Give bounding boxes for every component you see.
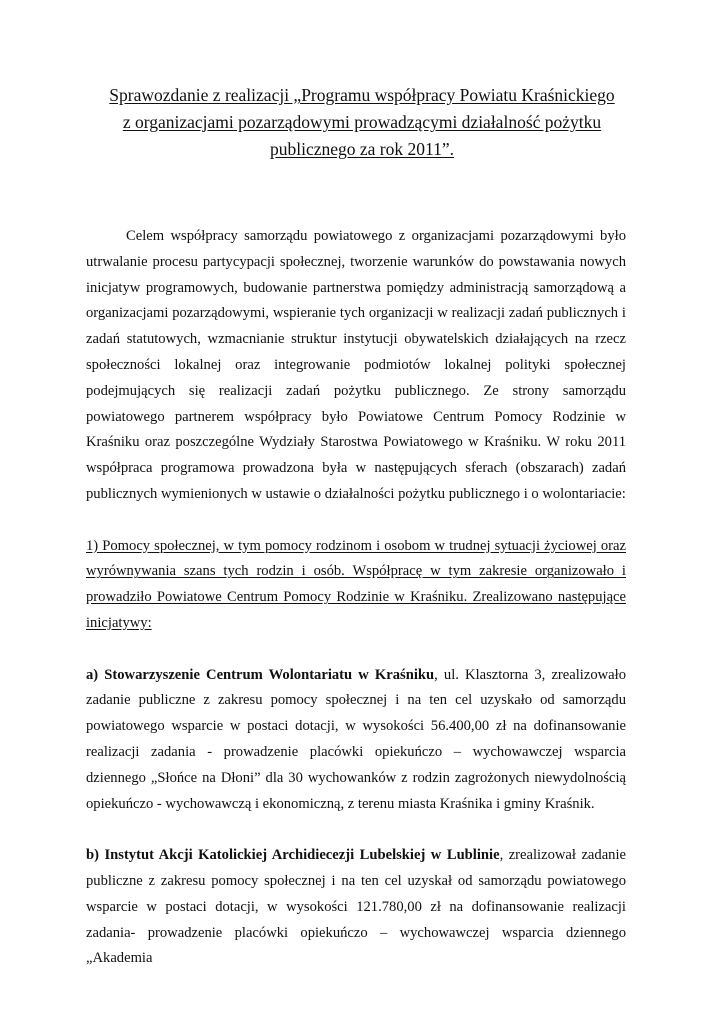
item-a-organization: a) Stowarzyszenie Centrum Wolontariatu w Kraśniku — [86, 666, 435, 683]
item-b-organization: b) Instytut Akcji Katolickiej Archidiecezji Lubelskiej w Lublinie — [86, 847, 500, 864]
item-b-paragraph — [86, 843, 626, 972]
section-1-paragraph — [86, 534, 626, 637]
title-line-3: publicznego za rok 2011”. — [269, 139, 454, 159]
item-b-text: , zrealizował zadanie publiczne z zakresu pomocy społecznej i na ten cel uzyskał od samorządu powiatowego wsparcie w postaci dotacji, w wysokości 121.780,00 zł na dofinansowanie realizacji zadania- prowadzenie placówki opiekuńczo – wychowawczej wsparcia dziennego „Akademia — [86, 847, 626, 967]
title-line-2: z organizacjami pozarządowymi prowadzącymi działalność pożytku — [122, 112, 602, 132]
document-body — [86, 224, 626, 972]
item-a-text: , ul. Klasztorna 3, zrealizowało zadanie publiczne z zakresu pomocy społecznej i na ten cel uzyskało od samorządu powiatowego wsparcie w postaci dotacji, w wysokości 56.400,00 zł na dofinansowanie realizacji zadania - prowadzenie placówki opiekuńczo – wychowawczej wsparcia dziennego „Słońce na Dłoni” dla 30 wychowanków z rodzin zagrożonych niewydolnością opiekuńczo - wychowawczą i ekonomiczną, z terenu miasta Kraśnika i gminy Kraśnik. — [86, 666, 626, 812]
section-1-heading: 1) Pomocy społecznej, w tym pomocy rodzinom i osobom w trudnej sytuacji życiowej oraz wyrównywania szans tych rodzin i osób. Współpracę w tym zakresie organizowało i prowadziło Powiatowe Centrum Pomocy Rodzinie w Kraśniku. Zrealizowano następujące inicjatywy: — [86, 537, 626, 631]
document-title — [90, 82, 634, 163]
item-a-paragraph — [86, 663, 626, 818]
intro-paragraph: Celem współpracy samorządu powiatowego z organizacjami pozarządowymi było utrwalanie procesu partycypacji społecznej, tworzenie warunków do powstawania nowych inicjatyw programowych, budowanie partnerstwa pomiędzy administracją samorządową a organizacjami pozarządowymi, wspieranie tych organizacji w realizacji zadań publicznych i zadań statutowych, wzmacnianie struktur instytucji obywatelskich działających na rzecz społeczności lokalnej oraz integrowanie podmiotów lokalnej polityki społecznej podejmujących się realizacji zadań pożytku publicznego. Ze strony samorządu powiatowego partnerem współpracy było Powiatowe Centrum Pomocy Rodzinie w Kraśniku oraz poszczególne Wydziały Starostwa Powiatowego w Kraśniku. W roku 2011 współpraca programowa prowadzona była w następujących sferach (obszarach) zadań publicznych wymienionych w ustawie o działalności pożytku publicznego i o wolontariacie: — [86, 228, 626, 502]
title-line-1: Sprawozdanie z realizacji „Programu współpracy Powiatu Kraśnickiego — [109, 85, 615, 105]
